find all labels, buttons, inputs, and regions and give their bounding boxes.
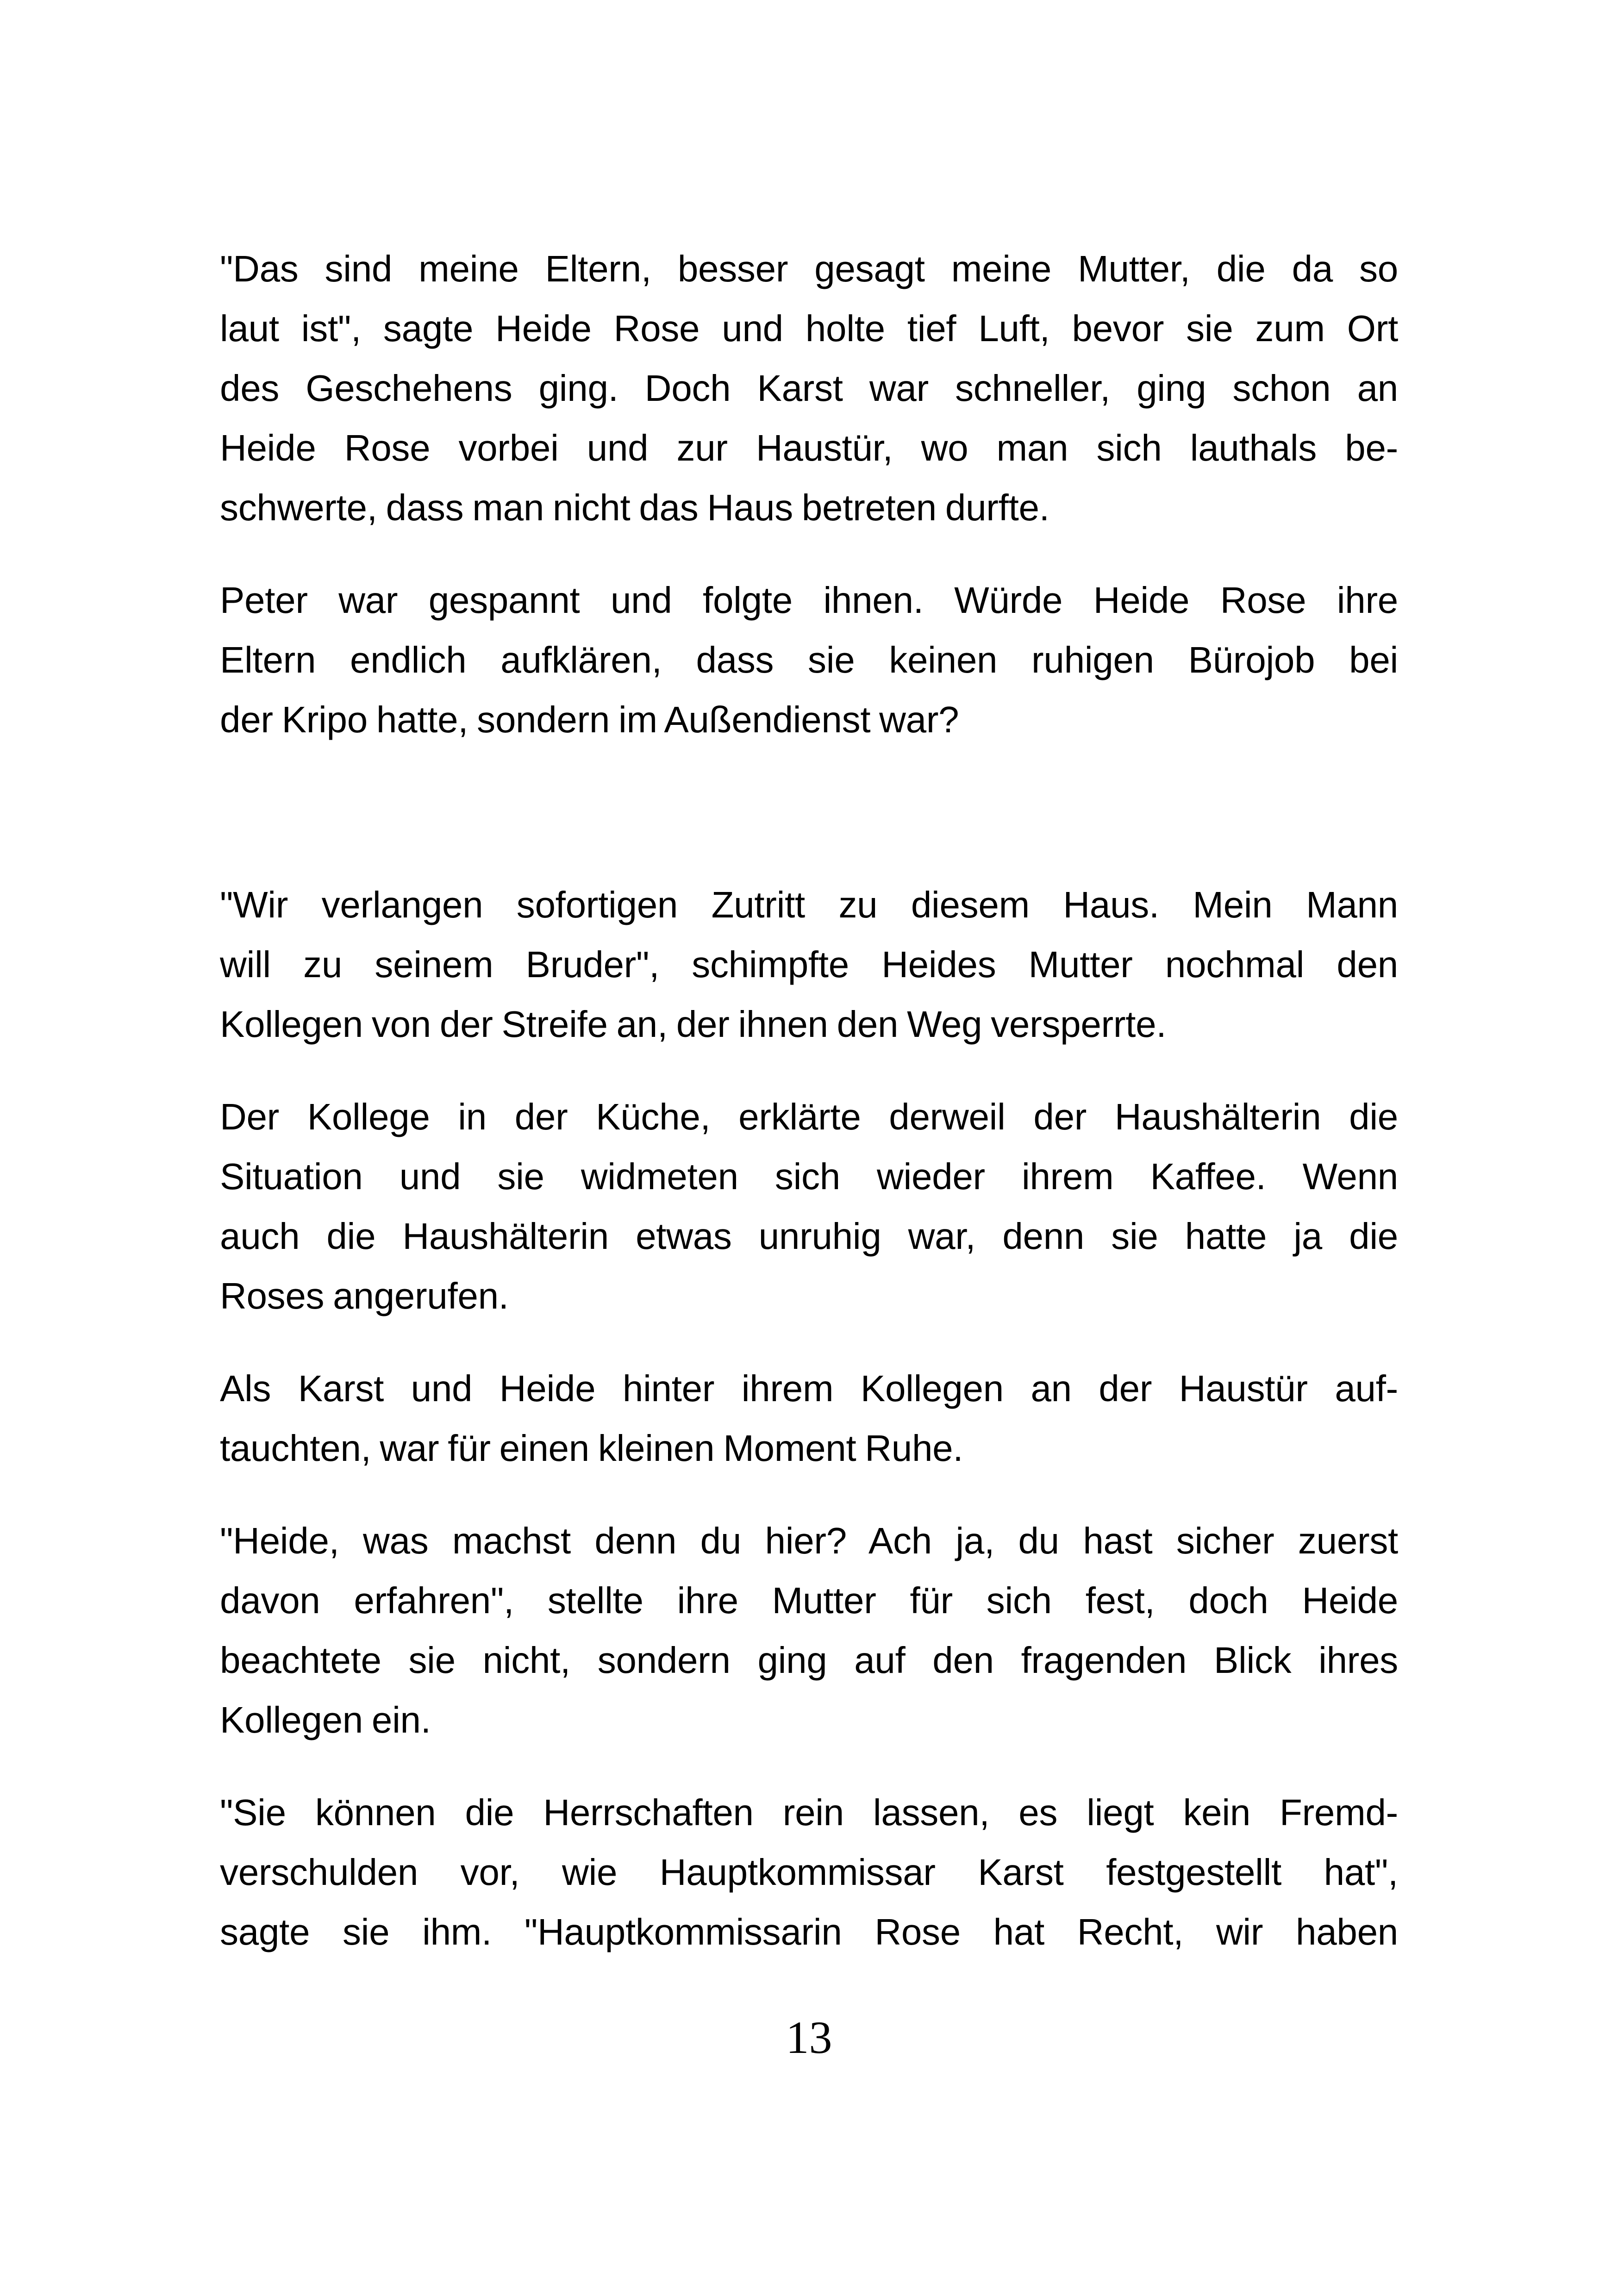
paragraph — [220, 570, 1398, 749]
text-line: Situation und sie widmeten sich wieder ihrem Kaffee. Wenn — [220, 1156, 1398, 1197]
text-line: beachtete sie nicht, sondern ging auf den fragenden Blick ihres — [220, 1640, 1398, 1681]
blank-line — [220, 782, 1398, 842]
text-line: Eltern endlich aufklären, dass sie keinen ruhigen Bürojob bei — [220, 639, 1398, 680]
text-line: Roses angerufen. — [220, 1275, 509, 1316]
text-line: Kollegen ein. — [220, 1699, 431, 1740]
paragraph — [220, 1087, 1398, 1326]
text-line: "Wir verlangen sofortigen Zutritt zu diesem Haus. Mein Mann — [220, 884, 1398, 925]
text-block — [220, 239, 1398, 2067]
paragraph — [220, 1783, 1398, 1962]
paragraph — [220, 1511, 1398, 1750]
paragraph — [220, 239, 1398, 537]
text-line: Der Kollege in der Küche, erklärte derweil der Haushälterin die — [220, 1096, 1398, 1137]
text-line: sagte sie ihm. "Hauptkommissarin Rose hat Recht, wir haben — [220, 1911, 1398, 1952]
text-line: "Heide, was machst denn du hier? Ach ja, du hast sicher zuerst — [220, 1520, 1398, 1561]
text-line: verschulden vor, wie Hauptkommissar Karst festgestellt hat", — [220, 1852, 1398, 1893]
text-line: Peter war gespannt und folgte ihnen. Würde Heide Rose ihre — [220, 580, 1398, 621]
paragraph — [220, 1359, 1398, 1478]
text-line: der Kripo hatte, sondern im Außendienst war? — [220, 699, 959, 740]
text-line: "Das sind meine Eltern, besser gesagt meine Mutter, die da so — [220, 248, 1398, 289]
text-line: Kollegen von der Streife an, der ihnen den Weg versperrte. — [220, 1004, 1167, 1045]
text-line: laut ist", sagte Heide Rose und holte tief Luft, bevor sie zum Ort — [220, 308, 1398, 349]
page-number: 13 — [786, 2012, 832, 2063]
text-line: Heide Rose vorbei und zur Haustür, wo man sich lauthals be- — [220, 427, 1398, 468]
text-line: schwerte, dass man nicht das Haus betreten durfte. — [220, 487, 1049, 528]
text-line: Als Karst und Heide hinter ihrem Kollegen an der Haustür auf- — [220, 1368, 1398, 1409]
paragraph — [220, 875, 1398, 1054]
text-line: des Geschehens ging. Doch Karst war schneller, ging schon an — [220, 368, 1398, 409]
text-line: auch die Haushälterin etwas unruhig war, denn sie hatte ja die — [220, 1216, 1398, 1257]
text-line: "Sie können die Herrschaften rein lassen, es liegt kein Fremd- — [220, 1792, 1398, 1833]
text-line: will zu seinem Bruder", schimpfte Heides Mutter nochmal den — [220, 944, 1398, 985]
text-line: tauchten, war für einen kleinen Moment Ruhe. — [220, 1428, 963, 1469]
text-line: davon erfahren", stellte ihre Mutter für sich fest, doch Heide — [220, 1580, 1398, 1621]
